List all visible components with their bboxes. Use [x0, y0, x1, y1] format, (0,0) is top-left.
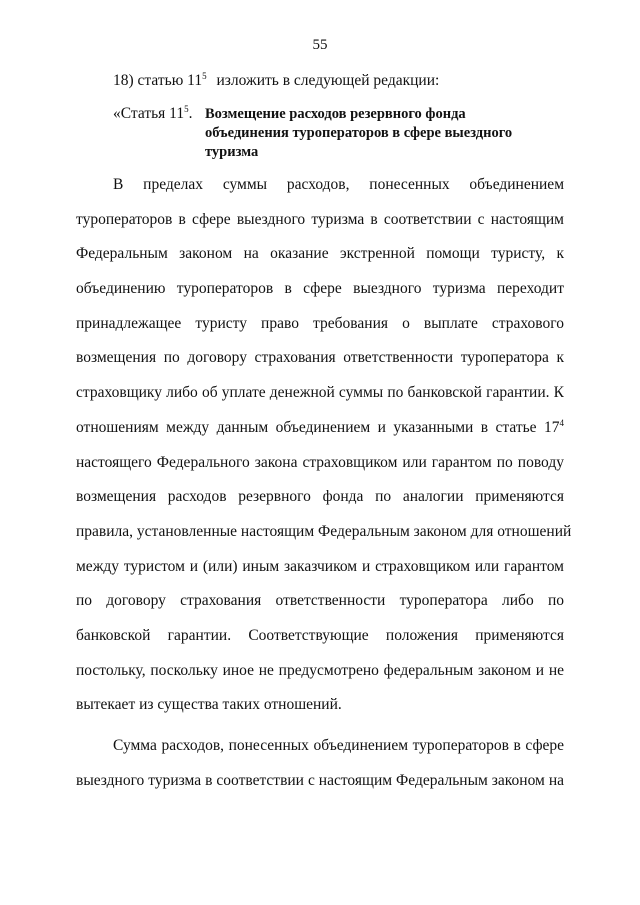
paragraph-2-line: выездного туризма в соответствии с настоящим Федеральным законом на — [76, 771, 564, 789]
article-label-text: «Статья 11 — [113, 105, 185, 122]
paragraph-1-line-with-sup — [76, 411, 564, 446]
paragraph-1-line: В пределах суммы расходов, понесенных объединением — [113, 176, 564, 193]
paragraph-1-line: банковской гарантии. Соответствующие положения применяются — [76, 626, 564, 644]
paragraph-1-line: по договору страхования ответственности туроператора либо по — [76, 592, 564, 610]
paragraph-2-line: Сумма расходов, понесенных объединением туроператоров в сфере — [113, 737, 564, 754]
amendment-item-suffix: изложить в следующей редакции: — [216, 72, 440, 89]
paragraph-1-line: между туристом и (или) иным заказчиком и страховщиком или гарантом — [76, 557, 564, 575]
paragraph-1-line: туроператоров в сфере выездного туризма в соответствии с настоящим — [76, 210, 564, 228]
paragraph-1-line: возмещения расходов резервного фонда по аналогии применяются — [76, 488, 564, 506]
paragraph-1-line: правила, установленные настоящим Федеральным законом для отношений — [76, 522, 572, 540]
article-label — [113, 105, 192, 123]
paragraph-1-line: вытекает из существа таких отношений. — [76, 696, 342, 714]
article-title: Возмещение расходов резервного фонда объединения туроператоров в сфере выездного туризма — [205, 106, 513, 160]
paragraph-1-line: страховщику либо об уплате денежной суммы по банковской гарантии. К — [76, 384, 564, 402]
page-number: 55 — [312, 37, 328, 53]
paragraph-1-line: настоящего Федерального закона страховщиком или гарантом по поводу — [76, 453, 564, 471]
paragraph-1-line: постольку, поскольку иное не предусмотрено федеральным законом и не — [76, 661, 564, 679]
paragraph-1-line: Федеральным законом на оказание экстренной помощи туристу, к — [76, 245, 564, 263]
amendment-item-sup: 5 — [202, 70, 207, 81]
paragraph-1-line: принадлежащее туристу право требования о выплате страхового — [76, 314, 564, 332]
paragraph-1 — [76, 168, 572, 723]
amendment-item — [113, 72, 439, 90]
article-ref-sup: 4 — [559, 417, 564, 428]
paragraph-2 — [76, 729, 564, 798]
paragraph-1-line: возмещения по договору страхования ответственности туроператора к — [76, 349, 564, 367]
paragraph-1-line: объединению туроператоров в сфере выездного туризма переходит — [76, 280, 564, 298]
article-label-dot: . — [188, 105, 193, 122]
amendment-item-prefix: 18) статью 11 — [113, 72, 203, 89]
paragraph-1-line-text: отношениям между данным объединением и указанными в статье 17 — [76, 418, 560, 436]
article-label-sup: 5 — [184, 103, 189, 114]
